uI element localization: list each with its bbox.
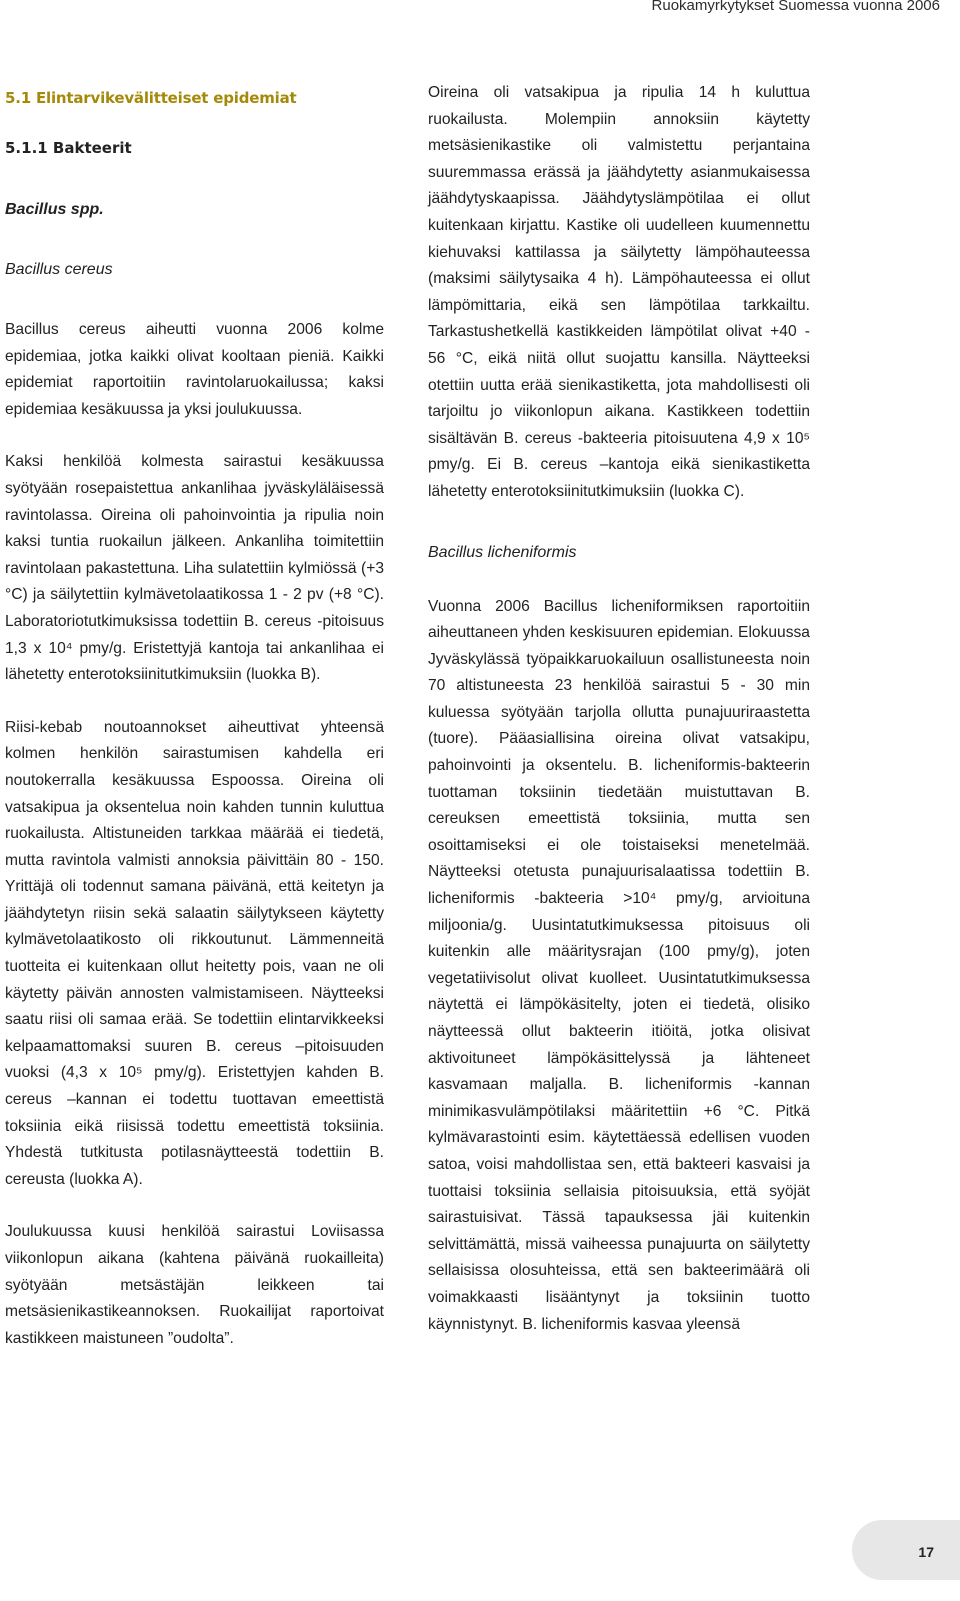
paragraph-loviisa-continued: Oireina oli vatsakipua ja ripulia 14 h kuluttua ruokailusta. Molempiin annoksiin käytetty metsäsienikastike oli valmistettu perjantaina suuremmassa erässä ja jäähdytetty asianmukaisessa jäähdytyskaapissa. Jäähdytyslämpötilaa ei ollut kuitenkaan kirjattu. Kastike oli uudelleen kuumennettu kiehuvaksi kattilassa ja säilytetty lämpöhauteessa (maksimi säilytysaika 4 h). Lämpöhauteessa ei ollut lämpömittaria, eikä sen lämpötilaa tarkkailtu. Tarkastushetkellä kastikkeiden lämpötilat olivat +40 - 56 °C, eikä niitä ollut suojattu kansilla. Näytteeksi otettiin uutta erää sienikastiketta, jota mahdollisesti oli tarjoiltu jo viikonlopun aikana. Kastikkeen todettiin sisältävän B. cereus -bakteeria pitoisuutena 4,9 x 10⁵ pmy/g. Ei B. cereus –kantoja eikä sienikastiketta lähetetty enterotoksiinitutkimuksiin (luokka C). xyxy=(428,84,810,500)
species-heading-cereus: Bacillus cereus xyxy=(5,261,113,278)
page-number: 17 xyxy=(918,1544,934,1560)
paragraph-licheniformis-outbreak: Vuonna 2006 Bacillus licheniformiksen raportoitiin aiheuttaneen yhden keskisuuren epidemian. Elokuussa Jyväskylässä työpaikkaruokailuun osallistuneesta noin 70 altistuneesta 23 henkilöä sairastui 5 - 30 min kuluessa syötyään tarjolla ollutta punajuuriraastetta (tuore). Pääasiallisina oireina olivat vatsakipu, pahoinvointi ja oksentelu. B. licheniformis-bakteerin tuottaman toksiinin tiedetään muistuttavan B. cereuksen emeettistä toksiinia, mutta sen osoittamiseksi ei ole toistaiseksi menetelmää. Näytteeksi otetusta punajuurisalaatissa todettiin B. licheniformis -bakteeria >10⁴ pmy/g, arvioituna miljoonia/g. Uusintatutkimuksessa pitoisuus oli kuitenkin alle määritysrajan (100 pmy/g), joten vegetatiivisolut olivat kuolleet. Uusintatutkimuksessa näytettä ei lämpökäsitelty, joten ei tiedetä, olisiko näytteessä ollut bakteerin itiöitä, jotka olisivat aktivoituneet lämpökäsittelyssä ja lähteneet kasvamaan maljalla. B. licheniformis -kannan minimikasvulämpötilaksi määritettiin +6 °C. Pitkä kylmävarastointi esim. käytettäessä edellisen vuoden satoa, voisi mahdollistaa sen, että bakteeri kasvaisi ja tuottaisi toksiinia sellaisia pitoisuuksia, että syöjät sairastuisivat. Tässä tapauksessa jäi kuitenkin selvittämättä, missä vaiheessa punajuurta on säilytetty sellaisissa olosuhteissa, että sen bakteerimäärä oli voimakkaasti lisääntynyt ja toksiinin tuotto käynnistynyt. B. licheniformis kasvaa yleensä xyxy=(428,597,810,1333)
paragraph-loviisa-outbreak: Joulukuussa kuusi henkilöä sairastui Loviisassa viikonlopun aikana (kahtena päivänä ruokailleita) syötyään metsästäjän leikkeen tai metsäsienikastikeannoksen. Ruokailijat raportoivat kastikkeen maistuneen ”oudolta”. xyxy=(5,1223,384,1347)
paragraph-espoo-outbreak: Riisi-kebab noutoannokset aiheuttivat yhteensä kolmen henkilön sairastumisen kahdella eri noutokerralla kesäkuussa Espoossa. Oireina oli vatsakipua ja oksentelua noin kahden tunnin kuluttua ruokailusta. Altistuneiden tarkkaa määrää ei tiedetä, mutta ravintola valmisti annoksia päivittäin 80 - 150. Yrittäjä oli todennut samana päivänä, että keitetyn ja jäähdytetyn riisin sekä salaatin säilytykseen käytetty kylmävetolaatikosto oli rikkoutunut. Lämmenneitä tuotteita ei kuitenkaan ollut heitetty pois, vaan ne oli käytetty päivän annosten valmistamiseen. Näytteeksi saatu riisi oli samaa erää. Se todettiin elintarvikkeeksi kelpaamattomaksi suuren B. cereus –pitoisuuden vuoksi (4,3 x 10⁵ pmy/g). Eristettyjen kahden B. cereus –kannan ei todettu tuottavan emeettistä toksiinia eikä riisissä todettu emeettistä toksiinia. Yhdestä tutkitusta potilasnäytteestä todettiin B. cereusta (luokka A). xyxy=(5,718,384,1188)
paragraph-jyvaskyla-outbreak: Kaksi henkilöä kolmesta sairastui kesäkuussa syötyään rosepaistettua ankanlihaa jyväskyläläisessä ravintolassa. Oireina oli pahoinvointia ja ripulia noin kaksi tuntia ruokailun jälkeen. Ankanliha toimitettiin ravintolaan pakastettuna. Liha sulatettiin kylmiössä (+3 °C) ja säilytettiin kylmävetolaatikossa 1 - 2 pv (+8 °C). Laboratoriotutkimuksissa todettiin B. cereus -pitoisuus 1,3 x 10⁴ pmy/g. Eristettyjä kantoja tai ankanlihaa ei lähetetty enterotoksiinitutkimuksiin (luokka B). xyxy=(5,453,384,684)
species-heading-licheniformis: Bacillus licheniformis xyxy=(428,543,577,561)
section-heading: 5.1 Elintarvikevälitteiset epidemiat xyxy=(5,89,297,107)
running-title: Ruokamyrkytykset Suomessa vuonna 2006 xyxy=(651,0,940,14)
subsection-heading: 5.1.1 Bakteerit xyxy=(5,139,132,157)
right-column xyxy=(428,80,810,1338)
paragraph-cereus-intro: Bacillus cereus aiheutti vuonna 2006 kolme epidemiaa, jotka kaikki olivat kooltaan pieniä. Kaikki epidemiat raportoitiin ravintolaruokailussa; kaksi epidemiaa kesäkuussa ja yksi joulukuussa. xyxy=(5,321,384,418)
genus-heading: Bacillus spp. xyxy=(5,201,104,218)
left-column xyxy=(5,80,384,1352)
